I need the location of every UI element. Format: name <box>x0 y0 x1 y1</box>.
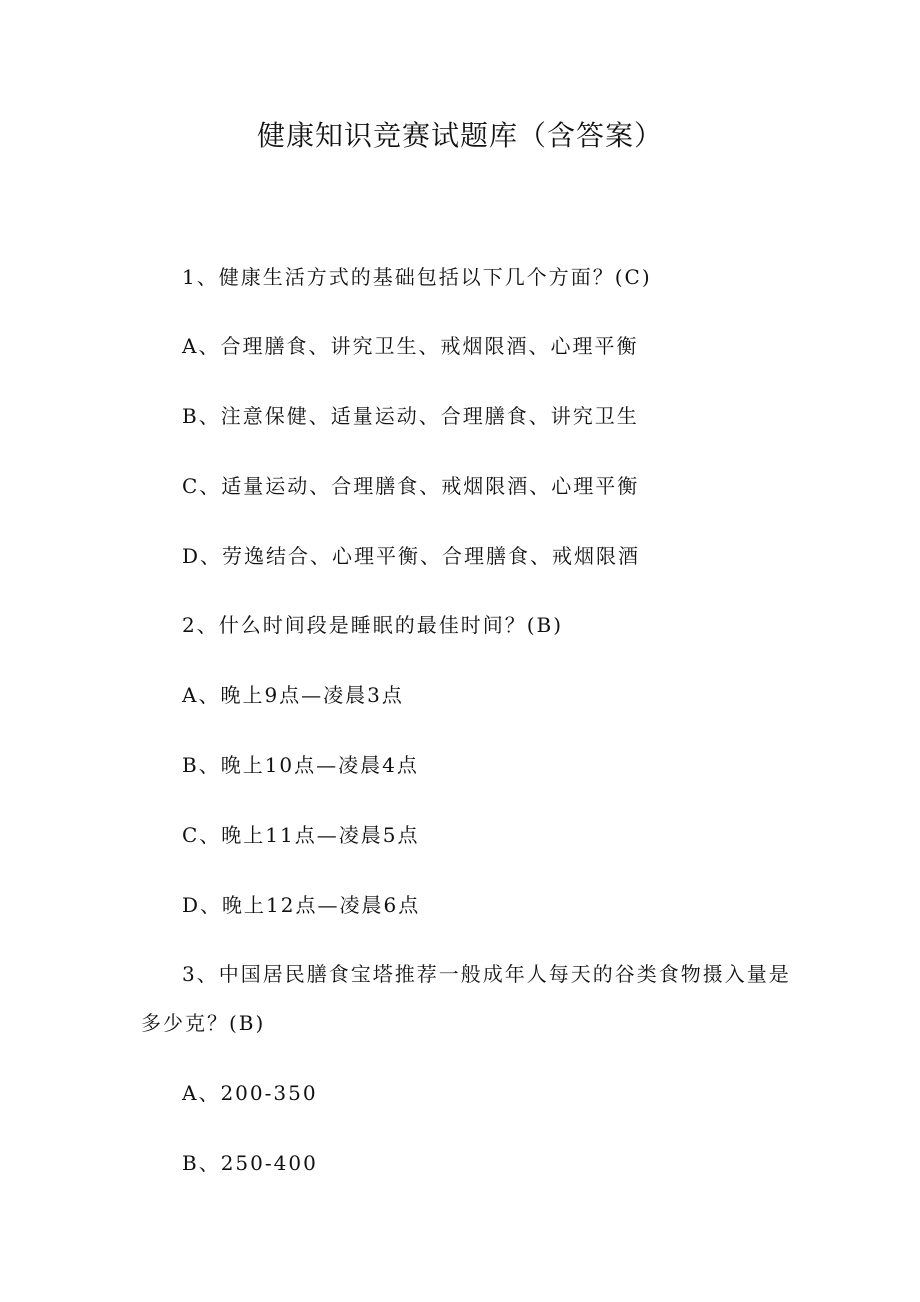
question-2-option-c: C、晚上11点—凌晨5点 <box>182 823 420 847</box>
question-2-option-a: A、晚上9点—凌晨3点 <box>182 683 404 707</box>
question-1-option-a: A、合理膳食、讲究卫生、戒烟限酒、心理平衡 <box>182 334 639 358</box>
question-1-option-c: C、适量运动、合理膳食、戒烟限酒、心理平衡 <box>182 474 640 498</box>
question-3-option-b: B、250-400 <box>182 1151 318 1175</box>
question-1-stem: 1、健康生活方式的基础包括以下几个方面？(C) <box>182 265 652 289</box>
question-1-option-d: D、劳逸结合、心理平衡、合理膳食、戒烟限酒 <box>182 544 641 568</box>
question-2-option-d: D、晚上12点—凌晨6点 <box>182 893 421 917</box>
question-3-stem-line-1: 3、中国居民膳食宝塔推荐一般成年人每天的谷类食物摄入量是 <box>182 962 791 986</box>
question-2-option-b: B、晚上10点—凌晨4点 <box>182 753 419 777</box>
document-title: 健康知识竞赛试题库（含答案） <box>256 119 663 152</box>
question-1-option-b: B、注意保健、适量运动、合理膳食、讲究卫生 <box>182 404 639 428</box>
question-2-stem: 2、什么时间段是睡眠的最佳时间？(B) <box>182 613 564 637</box>
question-3-option-a: A、200-350 <box>182 1081 318 1105</box>
question-3-stem-line-2: 多少克？(B) <box>141 1011 266 1035</box>
